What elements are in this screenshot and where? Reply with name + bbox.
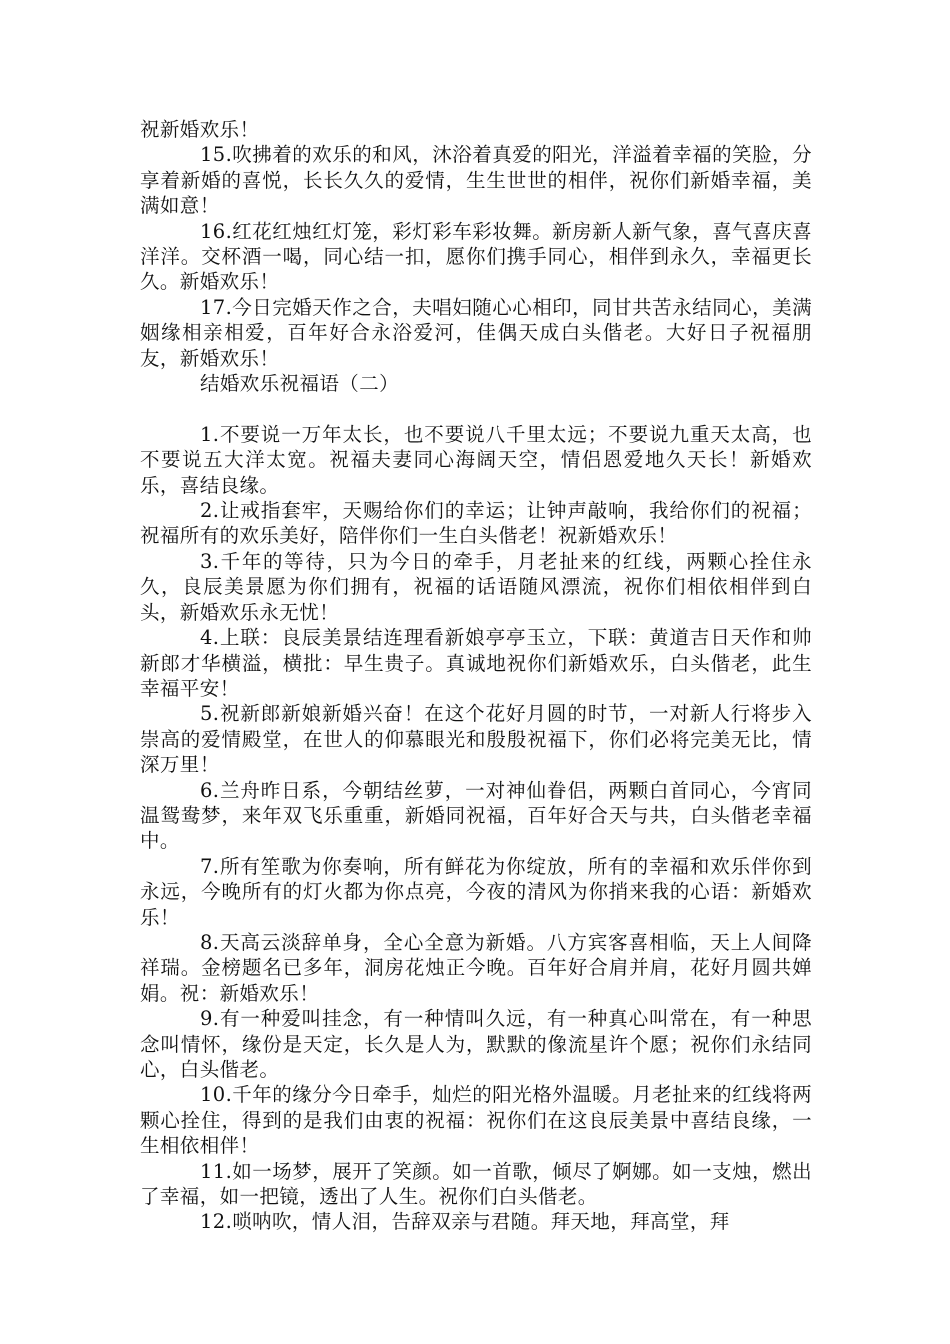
paragraph-wish-4: 4.上联：良辰美景结连理看新娘亭亭玉立，下联：黄道吉日天作和帅新郎才华横溢，横批：早生贵子。真诚地祝你们新婚欢乐，白头偕老，此生幸福平安！	[140, 626, 812, 700]
paragraph-wish-3: 3.千年的等待，只为今日的牵手，月老扯来的红线，两颗心拴住永久，良辰美景愿为你们拥有，祝福的话语随风漂流，祝你们相依相伴到白头，新婚欢乐永无忧！	[140, 549, 812, 624]
paragraph-continuation: 祝新婚欢乐！	[140, 118, 260, 141]
section-heading: 结婚欢乐祝福语（二）	[200, 372, 400, 396]
paragraph-wish-11: 11.如一场梦，展开了笑颜。如一首歌，倾尽了婀娜。如一支烛，燃出了幸福，如一把镜，透出了人生。祝你们白头偕老。	[140, 1159, 812, 1209]
paragraph-wish-1: 1.不要说一万年太长，也不要说八千里太远；不要说九重天太高，也不要说五大洋太宽。祝福夫妻同心海阔天空，情侣恩爱地久天长！新婚欢乐，喜结良缘。	[140, 422, 812, 497]
paragraph-wish-12: 12.唢呐吹，情人泪，告辞双亲与君随。拜天地，拜高堂，拜	[200, 1210, 730, 1234]
paragraph-wish-5: 5.祝新郎新娘新婚兴奋！在这个花好月圆的时节，一对新人行将步入崇高的爱情殿堂，在世人的仰慕眼光和殷殷祝福下，你们必将完美无比，情深万里！	[140, 702, 812, 777]
paragraph-wish-6: 6.兰舟昨日系，今朝结丝萝，一对神仙眷侣，两颗白首同心，今宵同温鸳鸯梦，来年双飞乐重重，新婚同祝福，百年好合天与共，白头偕老幸福中。	[140, 778, 812, 853]
paragraph-wish-9: 9.有一种爱叫挂念，有一种情叫久远，有一种真心叫常在，有一种思念叫情怀，缘份是天定，长久是人为，默默的像流星许个愿；祝你们永结同心，白头偕老。	[140, 1007, 812, 1082]
paragraph-wish-15: 15.吹拂着的欢乐的和风，沐浴着真爱的阳光，洋溢着幸福的笑脸，分享着新婚的喜悦，长长久久的爱情，生生世世的相伴，祝你们新婚幸福，美满如意！	[140, 143, 812, 218]
paragraph-wish-17: 17.今日完婚天作之合，夫唱妇随心心相印，同甘共苦永结同心，美满姻缘相亲相爱，百年好合永浴爱河，佳偶天成白头偕老。大好日子祝福朋友，新婚欢乐！	[140, 295, 812, 370]
paragraph-wish-8: 8.天高云淡辞单身，全心全意为新婚。八方宾客喜相临，天上人间降祥瑞。金榜题名已多年，洞房花烛正今晚。百年好合肩并肩，花好月圆共婵娟。祝：新婚欢乐！	[140, 930, 812, 1005]
paragraph-wish-2: 2.让戒指套牢，天赐给你们的幸运；让钟声敲响，我给你们的祝福；祝福所有的欢乐美好，陪伴你们一生白头偕老！祝新婚欢乐！	[140, 499, 812, 548]
blank-line	[140, 396, 812, 421]
paragraph-wish-10: 10.千年的缘分今日牵手，灿烂的阳光格外温暖。月老扯来的红线将两颗心拴住，得到的是我们由衷的祝福：祝你们在这良辰美景中喜结良缘，一生相依相伴！	[140, 1083, 812, 1158]
paragraph-wish-16: 16.红花红烛红灯笼，彩灯彩车彩妆舞。新房新人新气象，喜气喜庆喜洋洋。交杯酒一喝，同心结一扣，愿你们携手同心，相伴到永久，幸福更长久。新婚欢乐！	[140, 219, 812, 294]
paragraph-wish-7: 7.所有笙歌为你奏响，所有鲜花为你绽放，所有的幸福和欢乐伴你到永远，今晚所有的灯火都为你点亮，今夜的清风为你捎来我的心语：新婚欢乐！	[140, 854, 812, 929]
